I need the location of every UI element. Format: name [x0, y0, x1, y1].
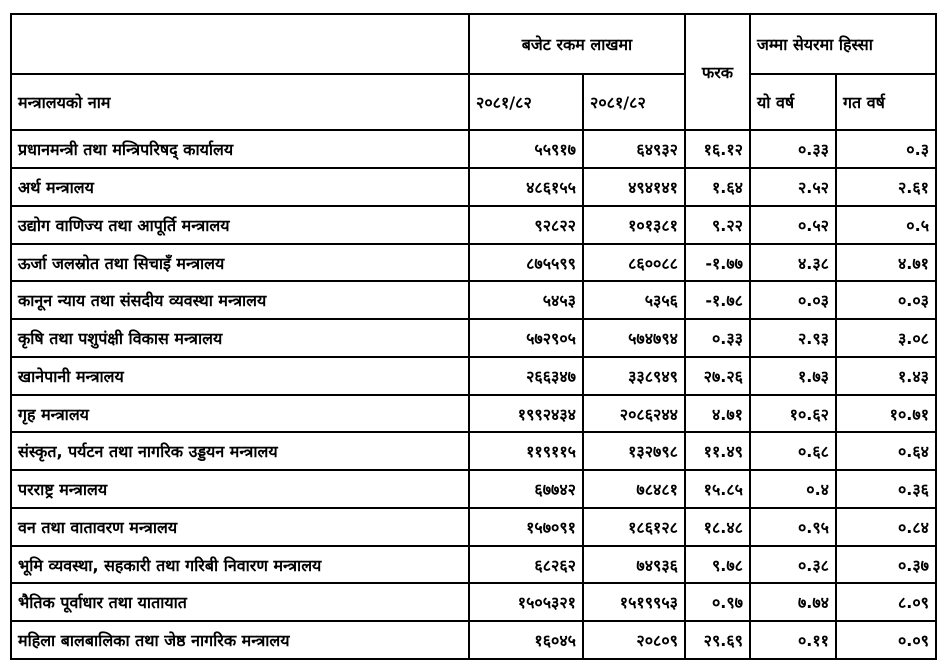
share-group-header: जम्मा सेयरमा हिस्सा — [750, 14, 936, 74]
share-last-year-cell: ०.०३ — [836, 281, 936, 319]
budget-a-cell: ५७२९०५ — [469, 319, 583, 357]
share-last-year-cell: ०.३६ — [836, 470, 936, 508]
share-last-year-cell: ४.७१ — [836, 244, 936, 282]
table-row — [11, 244, 936, 282]
share-last-year-cell: १.४३ — [836, 357, 936, 395]
share-this-year-cell: ०.३३ — [750, 130, 836, 168]
share-this-year-cell: ०.४ — [750, 470, 836, 508]
ministry-name-cell: कानून न्याय तथा संसदीय व्यवस्था मन्त्रालय — [11, 281, 469, 319]
table-row — [11, 470, 936, 508]
share-this-year-cell: ७.७४ — [750, 583, 836, 621]
table-row — [11, 206, 936, 244]
share-this-year-cell: ०.६८ — [750, 432, 836, 470]
this-year-header: यो वर्ष — [750, 74, 836, 131]
share-this-year-cell: ०.११ — [750, 621, 836, 659]
share-last-year-cell: ०.६४ — [836, 432, 936, 470]
budget-a-cell: ५५९१७ — [469, 130, 583, 168]
table-row — [11, 621, 936, 659]
share-this-year-cell: २.५२ — [750, 168, 836, 206]
budget-a-cell: १९९२४३४ — [469, 395, 583, 433]
table-row — [11, 130, 936, 168]
table-row — [11, 583, 936, 621]
share-last-year-cell: ०.३७ — [836, 546, 936, 584]
header-row-top — [11, 14, 936, 74]
share-last-year-cell: ०.८४ — [836, 508, 936, 546]
difference-cell: -१.७७ — [685, 244, 750, 282]
ministry-name-cell: महिला बालबालिका तथा जेष्ठ नागरिक मन्त्रालय — [11, 621, 469, 659]
budget-b-cell: ४९४१४१ — [583, 168, 685, 206]
budget-group-header: बजेट रकम लाखमा — [469, 14, 685, 74]
last-year-header: गत वर्ष — [836, 74, 936, 131]
budget-b-cell: ६४९३२ — [583, 130, 685, 168]
share-last-year-cell: ०.३ — [836, 130, 936, 168]
share-last-year-cell: २.६१ — [836, 168, 936, 206]
budget-b-cell: ७४९३६ — [583, 546, 685, 584]
ministry-name-cell: संस्कृत, पर्यटन तथा नागरिक उड्डयन मन्त्रालय — [11, 432, 469, 470]
table-row — [11, 168, 936, 206]
budget-b-cell: ५३५६ — [583, 281, 685, 319]
table-row — [11, 395, 936, 433]
budget-b-cell: ३३८९४९ — [583, 357, 685, 395]
table-row — [11, 319, 936, 357]
difference-cell: २७.२६ — [685, 357, 750, 395]
header-blank-cell — [11, 14, 469, 74]
share-last-year-cell: ३.०८ — [836, 319, 936, 357]
share-this-year-cell: ०.०३ — [750, 281, 836, 319]
budget-a-cell: ६८२६२ — [469, 546, 583, 584]
budget-b-cell: ७८४८१ — [583, 470, 685, 508]
budget-b-cell: ५७४७९४ — [583, 319, 685, 357]
table-row — [11, 546, 936, 584]
share-this-year-cell: १०.६२ — [750, 395, 836, 433]
difference-cell: ०.३३ — [685, 319, 750, 357]
ministry-name-cell: अर्थ मन्त्रालय — [11, 168, 469, 206]
budget-a-cell: १५७०९१ — [469, 508, 583, 546]
header-row-bottom — [11, 74, 936, 131]
difference-cell: १५.८५ — [685, 470, 750, 508]
year-column-b-header: २०८१/८२ — [583, 74, 685, 131]
ministry-name-cell: ऊर्जा जलस्रोत तथा सिचाइँ मन्त्रालय — [11, 244, 469, 282]
budget-a-cell: १५०५३२१ — [469, 583, 583, 621]
difference-cell: ४.७१ — [685, 395, 750, 433]
difference-cell: ९.७८ — [685, 546, 750, 584]
share-last-year-cell: ०.०९ — [836, 621, 936, 659]
share-this-year-cell: ०.५२ — [750, 206, 836, 244]
year-column-a-header: २०८१/८२ — [469, 74, 583, 131]
budget-b-cell: २०८६२४४ — [583, 395, 685, 433]
table-row — [11, 281, 936, 319]
share-this-year-cell: ०.९५ — [750, 508, 836, 546]
budget-b-cell: ८६००८८ — [583, 244, 685, 282]
ministry-name-cell: गृह मन्त्रालय — [11, 395, 469, 433]
share-last-year-cell: ८.०९ — [836, 583, 936, 621]
budget-a-cell: ५४५३ — [469, 281, 583, 319]
difference-cell: २९.६९ — [685, 621, 750, 659]
difference-cell: ०.९७ — [685, 583, 750, 621]
budget-b-cell: १०१३८१ — [583, 206, 685, 244]
difference-cell: १६.१२ — [685, 130, 750, 168]
ministry-name-cell: वन तथा वातावरण मन्त्रालय — [11, 508, 469, 546]
ministry-name-cell: खानेपानी मन्त्रालय — [11, 357, 469, 395]
ministry-name-cell: कृषि तथा पशुपंक्षी विकास मन्त्रालय — [11, 319, 469, 357]
difference-cell: -१.७८ — [685, 281, 750, 319]
budget-b-cell: १८६१२८ — [583, 508, 685, 546]
table-row — [11, 432, 936, 470]
share-this-year-cell: ४.३८ — [750, 244, 836, 282]
ministry-name-header: मन्त्रालयको नाम — [11, 74, 469, 131]
difference-cell: ११.४९ — [685, 432, 750, 470]
budget-a-cell: १६०४५ — [469, 621, 583, 659]
difference-cell: ९.२२ — [685, 206, 750, 244]
budget-a-cell: ८७५५९९ — [469, 244, 583, 282]
ministry-name-cell: प्रधानमन्त्री तथा मन्त्रिपरिषद् कार्यालय — [11, 130, 469, 168]
ministry-name-cell: भूमि व्यवस्था, सहकारी तथा गरिबी निवारण मन्त्रालय — [11, 546, 469, 584]
budget-a-cell: ९२८२२ — [469, 206, 583, 244]
budget-a-cell: ६७७४२ — [469, 470, 583, 508]
difference-cell: १.६४ — [685, 168, 750, 206]
ministry-name-cell: भैतिक पूर्वाधार तथा यातायात — [11, 583, 469, 621]
ministry-name-cell: उद्योग वाणिज्य तथा आपूर्ति मन्त्रालय — [11, 206, 469, 244]
budget-a-cell: ११९११५ — [469, 432, 583, 470]
share-this-year-cell: १.७३ — [750, 357, 836, 395]
budget-a-cell: २६६३४७ — [469, 357, 583, 395]
share-last-year-cell: १०.७१ — [836, 395, 936, 433]
table-row — [11, 508, 936, 546]
ministry-name-cell: परराष्ट्र मन्त्रालय — [11, 470, 469, 508]
budget-table — [10, 13, 937, 660]
table-row — [11, 357, 936, 395]
budget-b-cell: २०८०९ — [583, 621, 685, 659]
difference-cell: १८.४८ — [685, 508, 750, 546]
budget-a-cell: ४८६१५५ — [469, 168, 583, 206]
table-body — [11, 130, 936, 659]
share-this-year-cell: ०.३८ — [750, 546, 836, 584]
share-last-year-cell: ०.५ — [836, 206, 936, 244]
budget-b-cell: १५१९९५३ — [583, 583, 685, 621]
share-this-year-cell: २.९३ — [750, 319, 836, 357]
budget-b-cell: १३२७९८ — [583, 432, 685, 470]
difference-header: फरक — [685, 14, 750, 130]
